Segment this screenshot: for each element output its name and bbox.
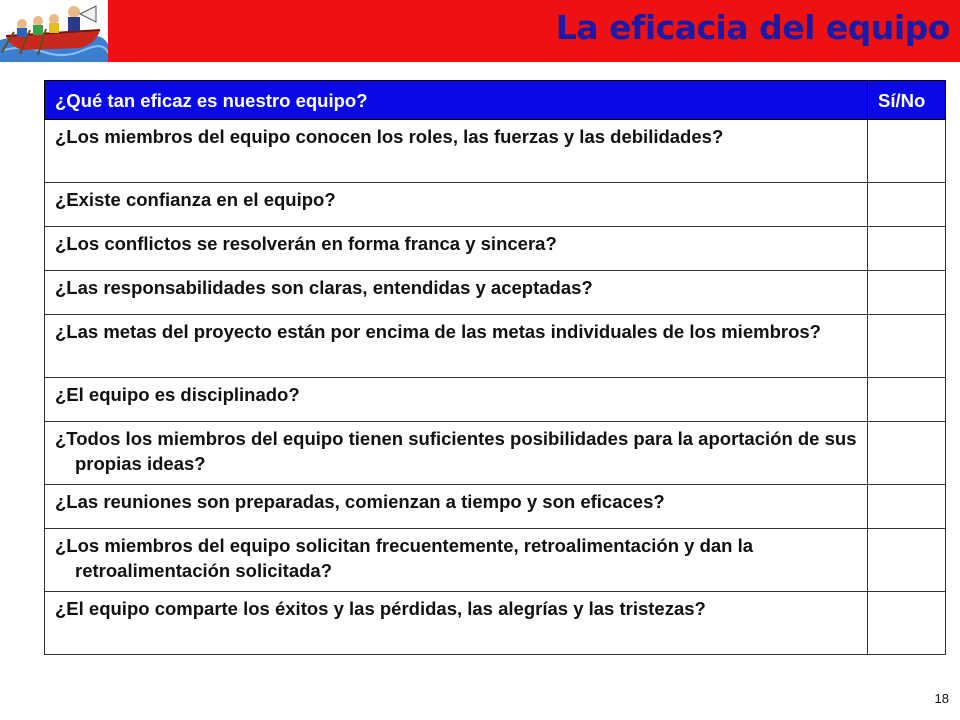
table-row: [45, 120, 946, 183]
answer-cell[interactable]: [868, 183, 946, 227]
question-text: ¿El equipo es disciplinado?: [55, 384, 300, 405]
answer-cell[interactable]: [868, 378, 946, 422]
answer-cell[interactable]: [868, 120, 946, 183]
question-text: ¿Los miembros del equipo conocen los roles, las fuerzas y las debilidades?: [55, 126, 724, 147]
answer-cell[interactable]: [868, 485, 946, 529]
question-text: ¿Los conflictos se resolverán en forma franca y sincera?: [55, 233, 557, 254]
question-text: ¿El equipo comparte los éxitos y las pérdidas, las alegrías y las tristezas?: [55, 598, 706, 619]
team-rowing-boat-clipart-icon: [0, 0, 108, 62]
answer-cell[interactable]: [868, 271, 946, 315]
question-header: ¿Qué tan eficaz es nuestro equipo?: [45, 81, 868, 120]
answer-cell[interactable]: [868, 227, 946, 271]
table-row: [45, 227, 946, 271]
table-row: [45, 271, 946, 315]
yes-no-header: Sí/No: [868, 81, 946, 120]
table-row: [45, 529, 946, 592]
page-number: 18: [934, 691, 949, 706]
question-text: ¿Existe confianza en el equipo?: [55, 189, 336, 210]
logo: [0, 0, 108, 62]
team-effectiveness-table: [44, 80, 946, 655]
question-text: ¿Los miembros del equipo solicitan frecuentemente, retroalimentación y dan la retroalimentación solicitada?: [55, 535, 754, 581]
table-row: [45, 592, 946, 655]
table-row: [45, 485, 946, 529]
slide-title: La eficacia del equipo: [555, 8, 950, 47]
table-header-row: [45, 81, 946, 120]
table-row: [45, 183, 946, 227]
question-text: ¿Las reuniones son preparadas, comienzan a tiempo y son eficaces?: [55, 491, 665, 512]
answer-cell[interactable]: [868, 315, 946, 378]
question-text: ¿Las metas del proyecto están por encima de las metas individuales de los miembros?: [55, 321, 821, 342]
table-row: [45, 378, 946, 422]
table-row: [45, 315, 946, 378]
answer-cell[interactable]: [868, 592, 946, 655]
question-text: ¿Todos los miembros del equipo tienen suficientes posibilidades para la aportación de sus propias ideas?: [55, 428, 857, 474]
answer-cell[interactable]: [868, 529, 946, 592]
question-text: ¿Las responsabilidades son claras, entendidas y aceptadas?: [55, 277, 593, 298]
answer-cell[interactable]: [868, 422, 946, 485]
table-row: [45, 422, 946, 485]
